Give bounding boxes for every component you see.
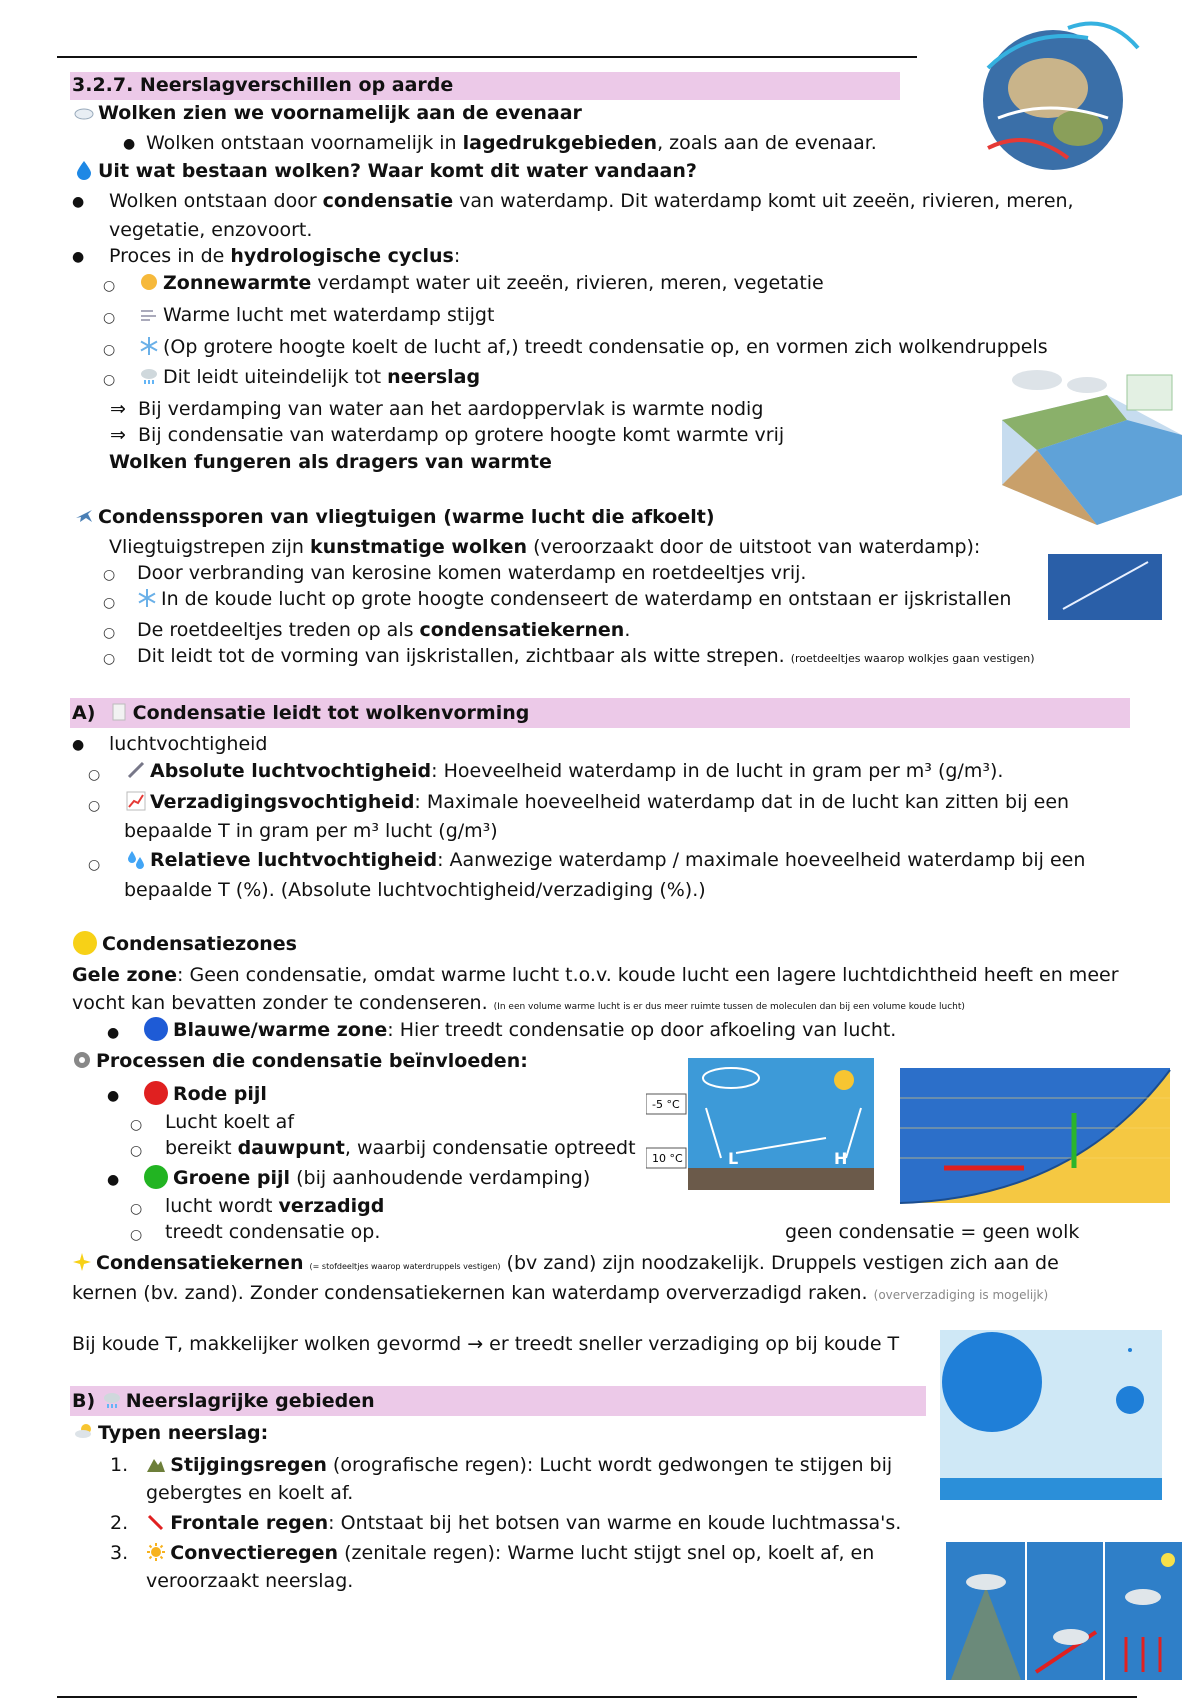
circle-bullet: ○ [88,798,101,814]
subheading-contrails: Condenssporen van vliegtuigen (warme lucht die afkoelt) [74,506,715,528]
snowflake-icon [137,588,157,608]
circle-bullet: ○ [130,1117,143,1133]
section-a-heading: A) Condensatie leidt tot wolkenvorming [72,702,530,724]
list-item-cont: vegetatie, enzovoort. [109,219,313,241]
wind-icon [139,304,159,324]
rain-cloud-icon [102,1390,122,1410]
humidity-item: Verzadigingsvochtigheid: Maximale hoeveelheid waterdamp dat in de lucht kan zitten bij een [126,791,1069,813]
circle-bullet: ○ [103,567,116,583]
svg-text:10 °C: 10 °C [652,1152,683,1165]
droplet-size-image [940,1330,1162,1500]
sparkles-icon [72,1252,92,1272]
circle-bullet: ○ [103,595,116,611]
gear-icon [72,1050,92,1070]
paper-icon [109,702,129,722]
globe-circulation-image [968,8,1158,178]
blue-circle-icon [143,1016,169,1042]
conclusion: Wolken fungeren als dragers van warmte [109,451,552,473]
precip-item-1: 1. Stijgingsregen (orografische regen): Lucht wordt gedwongen te stijgen bij [110,1454,893,1476]
svg-text:-5 °C: -5 °C [652,1098,680,1111]
no-condensation-note: geen condensatie = geen wolk [785,1221,1080,1243]
yellow-zone-text: Gele zone: Geen condensatie, omdat warme lucht t.o.v. koude lucht een lagere luchtdichtheid heeft en meer [72,964,1119,986]
list-item: Wolken ontstaan door condensatie van waterdamp. Dit waterdamp komt uit zeeën, rivieren, meren, [109,190,1074,212]
precip-item-2: 2. Frontale regen: Ontstaat bij het botsen van warme en koude luchtmassa's. [110,1512,902,1534]
svg-text:H: H [834,1149,848,1168]
circle-bullet: ○ [103,372,116,388]
circle-bullet: ○ [103,625,116,641]
list-item: Wolken ontstaan voornamelijk in lagedrukgebieden, zoals aan de evenaar. [146,132,877,154]
bullet: ● [72,194,85,210]
chart-increasing-icon [126,791,146,811]
bullet: ● [72,737,85,753]
nuclei-text: Condensatiekernen (= stofdeeltjes waarop waterdruppels vestigen) (bv zand) zijn noodzakelijk. Druppels vestigen zich aan de [72,1252,1059,1274]
weather-front-icon [146,1512,166,1532]
contrail-item: In de koude lucht op grote hoogte condenseert de waterdamp en ontstaan er ijskristallen [137,588,1011,610]
humidity-item-cont: bepaalde T in gram per m³ lucht (g/m³) [124,820,498,842]
circle-bullet: ○ [103,342,116,358]
section-b-heading: B) Neerslagrijke gebieden [72,1390,375,1412]
cycle-item: Dit leidt uiteindelijk tot neerslag [139,366,480,388]
nuclei-text-cont: kernen (bv. zand). Zonder condensatiekernen kan waterdamp oververzadigd raken. (oververzadiging is mogelijk) [72,1282,1049,1304]
circle-bullet: ○ [103,310,116,326]
subheading-water: Uit wat bestaan wolken? Waar komt dit water vandaan? [74,160,697,182]
sun-face-icon [139,272,159,292]
green-arrow-sub: lucht wordt verzadigd [165,1195,385,1217]
circle-bullet: ○ [88,767,101,783]
water-cycle-image [997,365,1187,530]
circle-bullet: ○ [103,651,116,667]
contrail-photo [1048,554,1162,620]
rain-cloud-icon [139,366,159,386]
contrail-item: Door verbranding van kerosine komen waterdamp en roetdeeltjes vrij. [137,562,807,584]
cloud-icon [74,102,94,122]
red-circle-icon [143,1080,169,1106]
airplane-icon [74,506,94,526]
arrow-line: ⇒ Bij verdamping van water aan het aardoppervlak is warmte nodig [110,398,764,420]
circle-bullet: ○ [130,1227,143,1243]
red-arrow-sub: bereikt dauwpunt, waarbij condensatie optreedt [165,1137,636,1159]
bottom-rule [57,1696,1137,1698]
saturation-curve-image [874,1058,1200,1218]
bullet: ● [107,1172,120,1188]
bullet: ● [72,249,85,265]
droplet-icon [74,160,94,180]
yellow-circle-icon [72,930,98,956]
humidity-item: Absolute luchtvochtigheid: Hoeveelheid waterdamp in de lucht in gram per m³ (g/m³). [126,760,1003,782]
humidity-item-cont: bepaalde T (%). (Absolute luchtvochtigheid/verzadiging (%).) [124,879,706,901]
cold-temp-note: Bij koude T, makkelijker wolken gevormd → er treedt sneller verzadiging op bij koude T [72,1333,900,1355]
bullet: ● [107,1025,120,1041]
red-arrow-item: Rode pijl [143,1080,267,1106]
precip-item-3: 3. Convectieregen (zenitale regen): Warme lucht stijgt snel op, koelt af, en [110,1542,875,1564]
circle-bullet: ○ [103,278,116,294]
arrow-line: ⇒ Bij condensatie van waterdamp op grotere hoogte komt warmte vrij [110,424,785,446]
circle-bullet: ○ [88,857,101,873]
sun-icon [146,1542,166,1562]
precipitation-types-image [946,1542,1182,1680]
cycle-item: Warme lucht met waterdamp stijgt [139,304,494,326]
red-arrow-sub: Lucht koelt af [165,1111,295,1133]
yellow-zone-text-cont: vocht kan bevatten zonder te condenseren. (In een volume warme lucht is er dus meer ruimte tussen de moleculen dan bij een volume koude lucht) [72,992,965,1014]
circle-bullet: ○ [130,1201,143,1217]
precipitation-types-heading: Typen neerslag: [74,1422,268,1444]
green-arrow-item: Groene pijl (bij aanhoudende verdamping) [143,1164,590,1190]
cycle-item: (Op grotere hoogte koelt de lucht af,) treedt condensatie op, en vormen zich wolkendruppels [139,336,1048,358]
bullet: ● [123,136,136,152]
blue-zone-text: Blauwe/warme zone: Hier treedt condensatie op door afkoeling van lucht. [143,1016,896,1042]
contrail-item: De roetdeeltjes treden op als condensatiekernen. [137,619,631,641]
sweat-droplets-icon [126,849,146,869]
svg-text:L: L [728,1149,739,1168]
contrail-intro: Vliegtuigstrepen zijn kunstmatige wolken (veroorzaakt door de uitstoot van waterdamp): [109,536,981,558]
subheading-clouds: Wolken zien we voornamelijk aan de evenaar [74,102,582,124]
green-circle-icon [143,1164,169,1190]
green-arrow-sub: treedt condensatie op. [165,1221,381,1243]
section-heading: 3.2.7. Neerslagverschillen op aarde [72,74,454,96]
thermometer-icon [126,760,146,780]
snowflake-icon [139,336,159,356]
precip-item-1-cont: gebergtes en koelt af. [146,1482,354,1504]
processes-heading: Processen die condensatie beïnvloeden: [72,1050,528,1072]
top-rule [57,56,917,58]
list-item: luchtvochtigheid [109,733,268,755]
precip-item-3-cont: veroorzaakt neerslag. [146,1570,354,1592]
cycle-item: Zonnewarmte verdampt water uit zeeën, rivieren, meren, vegetatie [139,272,824,294]
list-item: Proces in de hydrologische cyclus: [109,245,461,267]
contrail-item: Dit leidt tot de vorming van ijskristallen, zichtbaar als witte strepen. (roetdeeltjes waarop wolkjes gaan vestigen) [137,645,1035,667]
circle-bullet: ○ [130,1143,143,1159]
zones-heading: Condensatiezones [72,930,297,956]
humidity-item: Relatieve luchtvochtigheid: Aanwezige waterdamp / maximale hoeveelheid waterdamp bij een [126,849,1085,871]
mountain-icon [146,1454,166,1474]
land-sea-breeze-diagram [646,1058,874,1190]
bullet: ● [107,1088,120,1104]
sun-behind-rain-cloud-icon [74,1422,94,1442]
